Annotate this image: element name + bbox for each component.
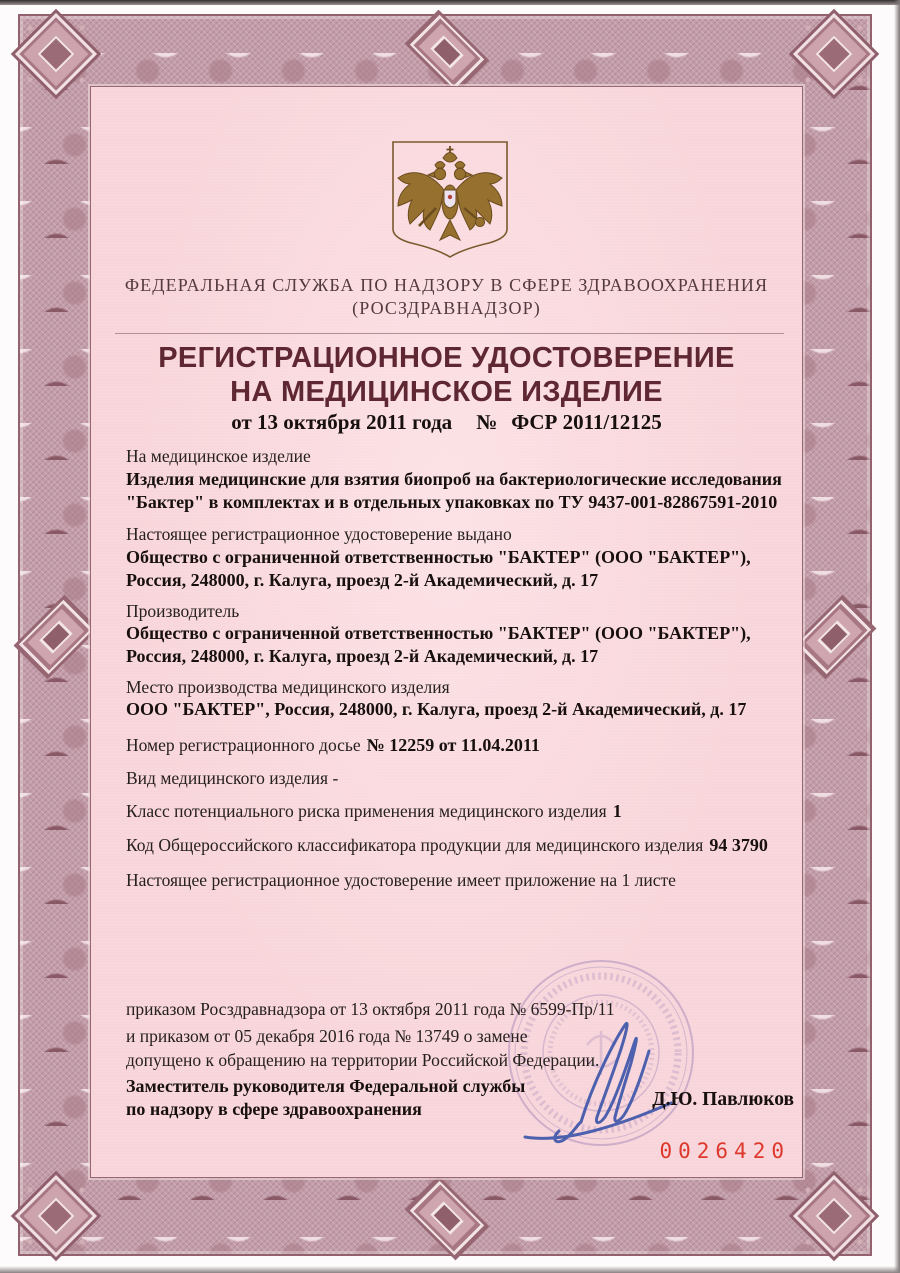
okp-code-label: Код Общероссийского классификатора продукции для медицинского изделия bbox=[126, 835, 704, 855]
scan-artifact-top bbox=[0, 0, 900, 5]
risk-class-line bbox=[126, 801, 794, 822]
corner-ornament-icon bbox=[8, 1168, 104, 1264]
device-name-line1: Изделия медицинские для взятия биопроб на бактериологические исследования bbox=[126, 469, 782, 489]
issued-to-line2: Россия, 248000, г. Калуга, проезд 2-й Академический, д. 17 bbox=[126, 570, 599, 590]
edge-medallion-icon bbox=[402, 7, 492, 97]
certificate-date-number bbox=[91, 410, 802, 435]
agency-name-line1: ФЕДЕРАЛЬНАЯ СЛУЖБА ПО НАДЗОРУ В СФЕРЕ ЗДРАВООХРАНЕНИЯ bbox=[124, 275, 769, 295]
risk-class-value: 1 bbox=[612, 801, 622, 821]
annex-line: Настоящее регистрационное удостоверение имеет приложение на 1 листе bbox=[126, 870, 676, 890]
edge-medallion-icon bbox=[402, 1173, 492, 1263]
device-name-line2: "Бактер" в комплектах и в отдельных упаковках по ТУ 9437-001-82867591-2010 bbox=[126, 492, 778, 512]
manufacturer-line2: Россия, 248000, г. Калуга, проезд 2-й Академический, д. 17 bbox=[126, 646, 599, 666]
scan-artifact-bottom bbox=[0, 1266, 900, 1273]
order-line3: допущено к обращению на территории Российской Федерации. bbox=[126, 1050, 600, 1070]
okp-code-line bbox=[126, 835, 794, 856]
certificate-date: от 13 октября 2011 года bbox=[231, 410, 453, 434]
dossier-number-line bbox=[126, 735, 794, 756]
certificate-title-line1: РЕГИСТРАЦИОННОЕ УДОСТОВЕРЕНИЕ bbox=[158, 342, 735, 374]
signer-title-line1: Заместитель руководителя Федеральной службы bbox=[126, 1076, 526, 1096]
serial-number: 0026420 bbox=[659, 1139, 790, 1163]
number-sign: № bbox=[476, 410, 498, 434]
manufacturer-label: Производитель bbox=[126, 601, 240, 621]
edge-medallion-icon bbox=[11, 592, 101, 682]
corner-ornament-icon bbox=[786, 1168, 882, 1264]
device-label: На медицинское изделие bbox=[126, 446, 311, 466]
certificate-number: ФСР 2011/12125 bbox=[511, 410, 662, 434]
order-line2: и приказом от 05 декабря 2016 года № 13749 о замене bbox=[126, 1026, 528, 1046]
device-kind-line: Вид медицинского изделия - bbox=[126, 768, 339, 788]
signer-name: Д.Ю. Павлюков bbox=[652, 1089, 794, 1110]
okp-code-value: 94 3790 bbox=[709, 835, 768, 855]
dossier-value: № 12259 от 11.04.2011 bbox=[366, 735, 540, 755]
production-place-label: Место производства медицинского изделия bbox=[126, 677, 450, 697]
certificate-title-line2: НА МЕДИЦИНСКОЕ ИЗДЕЛИЕ bbox=[230, 376, 663, 408]
signer-title-line2: по надзору в сфере здравоохранения bbox=[126, 1099, 422, 1119]
risk-class-label: Класс потенциального риска применения медицинского изделия bbox=[126, 801, 607, 821]
issued-to-line1: Общество с ограниченной ответственностью "БАКТЕР" (ООО "БАКТЕР"), bbox=[126, 547, 751, 567]
russia-coat-of-arms-icon bbox=[386, 137, 514, 263]
agency-name-line2: (РОСЗДРАВНАДЗОР) bbox=[352, 298, 541, 318]
certificate bbox=[18, 14, 872, 1256]
production-place-line1: ООО "БАКТЕР", Россия, 248000, г. Калуга, проезд 2-й Академический, д. 17 bbox=[126, 699, 747, 719]
manufacturer-line1: Общество с ограниченной ответственностью "БАКТЕР" (ООО "БАКТЕР"), bbox=[126, 623, 751, 643]
header-divider bbox=[115, 333, 784, 334]
dossier-label: Номер регистрационного досье bbox=[126, 735, 361, 755]
certificate-panel bbox=[90, 86, 803, 1178]
order-line1: приказом Росздравнадзора от 13 октября 2011 года № 6599-Пр/11 bbox=[126, 999, 615, 1019]
issued-to-label: Настоящее регистрационное удостоверение выдано bbox=[126, 524, 512, 544]
scan-artifact-right bbox=[894, 0, 900, 1273]
